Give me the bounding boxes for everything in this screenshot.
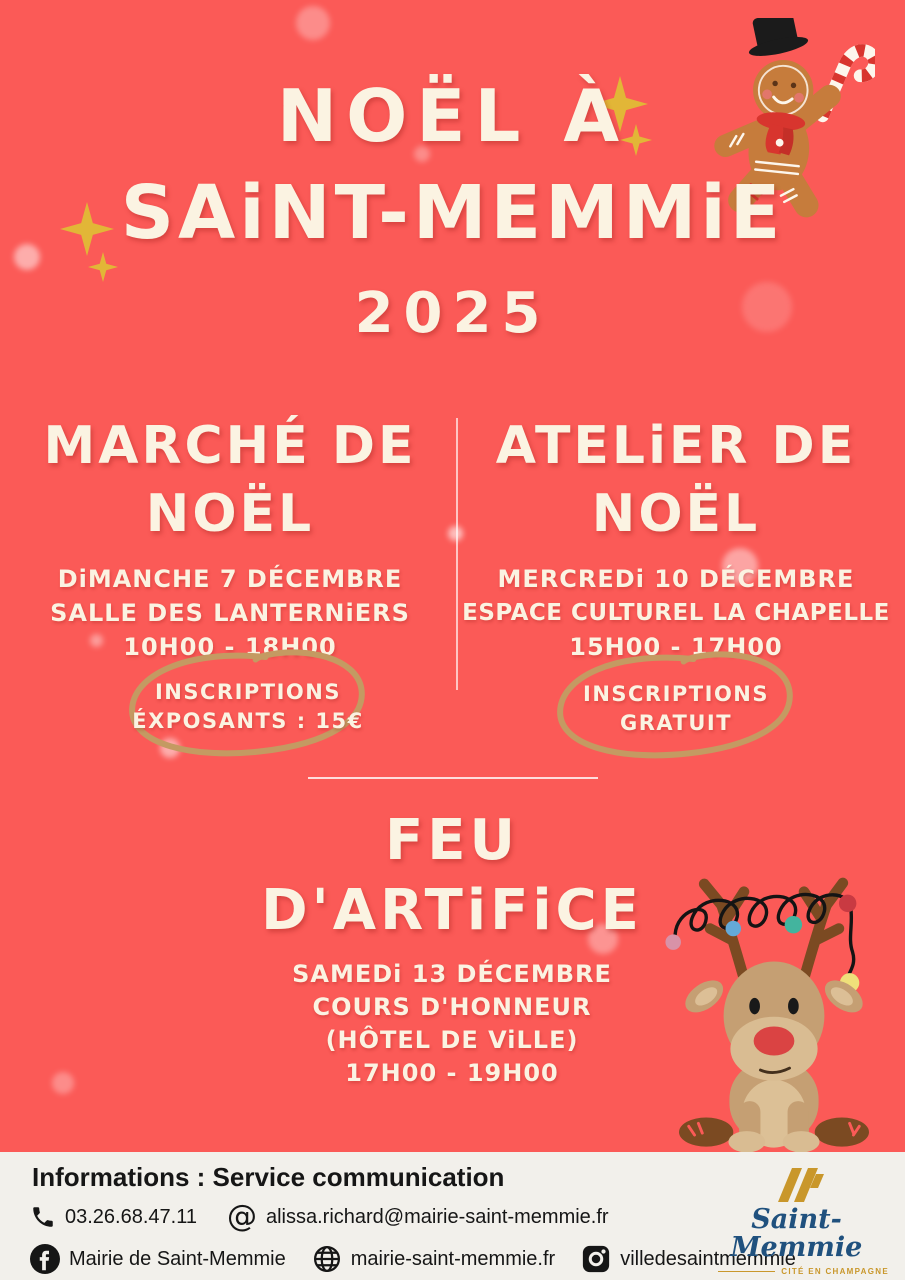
fireworks-venue-2: (HÔTEL DE ViLLE) [325, 1026, 579, 1054]
email-address: alissa.richard@mairie-saint-memmie.fr [265, 1205, 609, 1228]
reindeer-illustration [648, 866, 900, 1152]
event-title-line-2: NOËL [145, 483, 315, 544]
instagram-icon [581, 1244, 611, 1274]
contact-row-1 [30, 1199, 609, 1234]
phone-number: 03.26.68.47.11 [65, 1205, 197, 1228]
horizontal-divider [308, 777, 598, 779]
footer-heading: Informations : Service communication [32, 1162, 505, 1192]
saint-memmie-logo [704, 1160, 889, 1276]
fireworks-venue: COURS D'HONNEUR [312, 993, 592, 1021]
event-title-line-2: NOËL [591, 483, 761, 544]
event-atelier-de-noel [460, 413, 892, 664]
event-hours: 15H00 - 17H00 [569, 633, 783, 662]
fireworks-title-line-1: FEU [385, 808, 519, 873]
at-icon: @ [226, 1199, 257, 1234]
globe-icon [312, 1244, 342, 1274]
title-year: 2025 [354, 281, 551, 346]
event-date: DiMANCHE 7 DÉCEMBRE [57, 565, 403, 594]
event-marche-de-noel [14, 413, 446, 664]
note-line-1: INSCRIPTIONS [154, 680, 341, 705]
event-date: MERCREDi 10 DÉCEMBRE [497, 565, 855, 594]
event-title [14, 413, 446, 548]
event-title-line-1: MARCHÉ DE [43, 416, 417, 476]
logo-name: Saint-Memmie [730, 1204, 863, 1264]
phone-contact [30, 1204, 197, 1230]
title-line-1: NOËL À [276, 74, 629, 158]
facebook-handle: Mairie de Saint-Memmie [69, 1247, 286, 1270]
note-inscriptions-exposants [118, 644, 378, 766]
note-text [132, 678, 364, 736]
snow-dot [52, 1072, 74, 1094]
note-line-2: ÉXPOSANTS : 15€ [132, 709, 364, 734]
event-venue: ESPACE CULTUREL LA CHAPELLE [462, 600, 890, 627]
poster-title [0, 74, 905, 346]
note-line-2: GRATUIT [619, 711, 733, 736]
fireworks-date: SAMEDi 13 DÉCEMBRE [292, 960, 612, 988]
event-title-line-1: ATELiER DE [495, 416, 857, 476]
event-title [460, 413, 892, 548]
website-contact [312, 1244, 555, 1274]
website-url: mairie-saint-memmie.fr [350, 1247, 556, 1270]
logo-tagline-rule [718, 1271, 775, 1272]
facebook-icon [30, 1244, 60, 1274]
note-inscriptions-gratuit [546, 646, 806, 768]
snow-dot [296, 6, 330, 40]
event-hours: 10H00 - 18H00 [123, 633, 337, 662]
note-line-1: INSCRIPTIONS [583, 682, 769, 707]
footer [0, 1152, 905, 1280]
logo-tagline [704, 1267, 889, 1276]
note-text [583, 680, 769, 738]
vertical-divider [456, 418, 458, 690]
facebook-contact [30, 1244, 286, 1274]
email-contact [226, 1199, 609, 1234]
saint-memmie-logo-mark [766, 1160, 828, 1204]
contact-row-2 [30, 1244, 796, 1274]
fireworks-hours: 17H00 - 19H00 [345, 1059, 559, 1087]
title-line-2: SAiNT-MEMMiE [120, 170, 785, 256]
instagram-handle: villedesaintmemmie [620, 1247, 796, 1270]
event-venue: SALLE DES LANTERNiERS [50, 599, 410, 628]
logo-tagline-text: CITÉ EN CHAMPAGNE [781, 1266, 889, 1276]
fireworks-title-line-2: D'ARTiFiCE [261, 878, 643, 943]
phone-icon [30, 1204, 56, 1230]
